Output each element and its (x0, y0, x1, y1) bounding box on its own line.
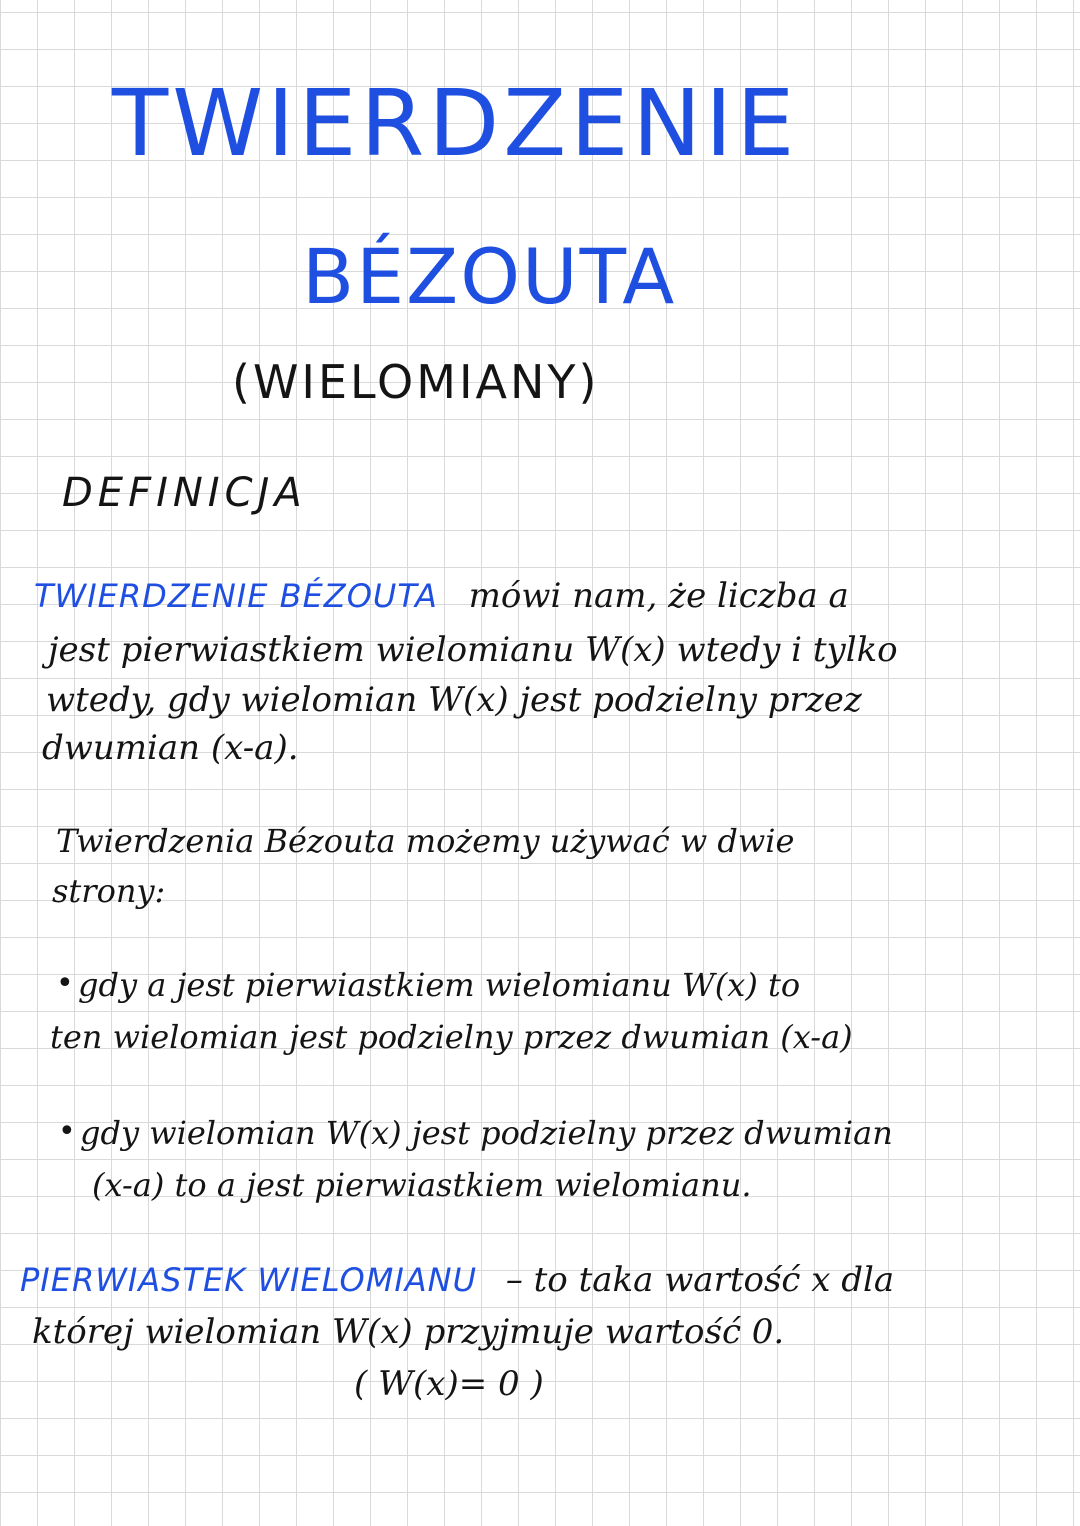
bullet-2-line-2: (x-a) to a jest pierwiastkiem wielomianu. (92, 1166, 752, 1204)
bullet-marker: • (58, 1114, 76, 1149)
root-definition-line-2: której wielomian W(x) przyjmuje wartość 0. (32, 1312, 785, 1352)
bullet-1-line-1: gdy a jest pierwiastkiem wielomianu W(x) to (78, 966, 801, 1004)
root-definition-term: PIERWIASTEK WIELOMIANU (20, 1261, 478, 1299)
section-heading: DEFINICJA (62, 470, 307, 516)
page-title-line2: BÉZOUTA (302, 232, 677, 321)
definition-line-4: dwumian (x-a). (42, 728, 299, 768)
usage-line-1: Twierdzenia Bézouta możemy używać w dwie (56, 822, 795, 860)
root-definition-line-1 (20, 1260, 894, 1300)
root-definition-line-1-text: – to taka wartość x dla (505, 1260, 895, 1300)
bullet-marker: • (56, 966, 74, 1001)
usage-line-2: strony: (52, 872, 166, 910)
definition-line-2: jest pierwiastkiem wielomianu W(x) wtedy i tylko (48, 630, 898, 670)
page-subtitle: (WIELOMIANY) (232, 355, 600, 409)
page-title: TWIERDZENIE (112, 70, 799, 177)
definition-line-1-text: mówi nam, że liczba a (468, 576, 849, 616)
definition-line-1 (34, 576, 849, 616)
bullet-1-line-2: ten wielomian jest podzielny przez dwumian (x-a) (50, 1018, 853, 1056)
bullet-2-line-1: gdy wielomian W(x) jest podzielny przez dwumian (80, 1114, 893, 1152)
definition-term: TWIERDZENIE BÉZOUTA (34, 577, 438, 615)
definition-line-3: wtedy, gdy wielomian W(x) jest podzielny przez (46, 680, 862, 720)
root-definition-formula: ( W(x)= 0 ) (354, 1364, 544, 1404)
